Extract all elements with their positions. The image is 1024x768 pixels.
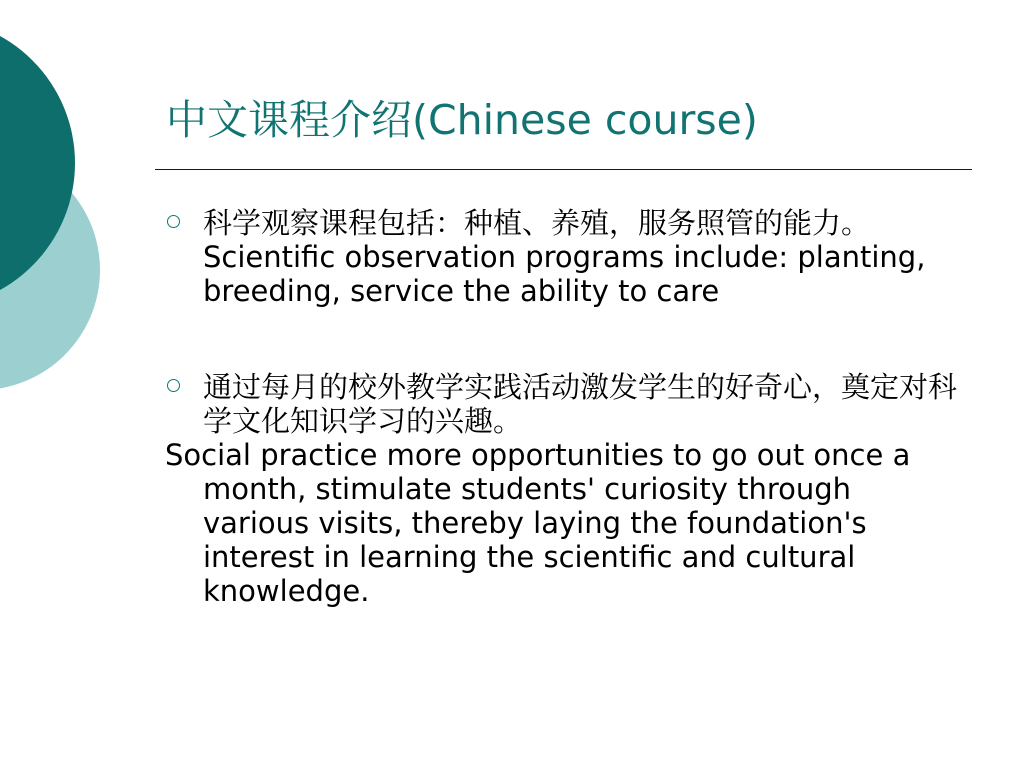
bullet-circle-icon (167, 215, 180, 228)
bullet-circle-icon (167, 379, 180, 392)
bullet-item-1 (165, 206, 965, 308)
bullet-text-1: 科学观察课程包括：种植、养殖，服务照管的能力。Scientific observation programs include: planting, breeding, service the ability to care (203, 206, 926, 308)
body-paragraph: Social practice more opportunities to go out once a month, stimulate students' curiosity through various visits, thereby laying the foundation's interest in learning the scientific and cultural knowledge. (165, 438, 911, 608)
slide-title: 中文课程介绍(Chinese course) (166, 96, 758, 144)
title-underline (155, 169, 972, 170)
slide-content (165, 206, 965, 608)
bullet-item-2 (165, 370, 965, 438)
bullet-text-2: 通过每月的校外教学实践活动激发学生的好奇心，奠定对科学文化知识学习的兴趣。 (203, 370, 958, 438)
